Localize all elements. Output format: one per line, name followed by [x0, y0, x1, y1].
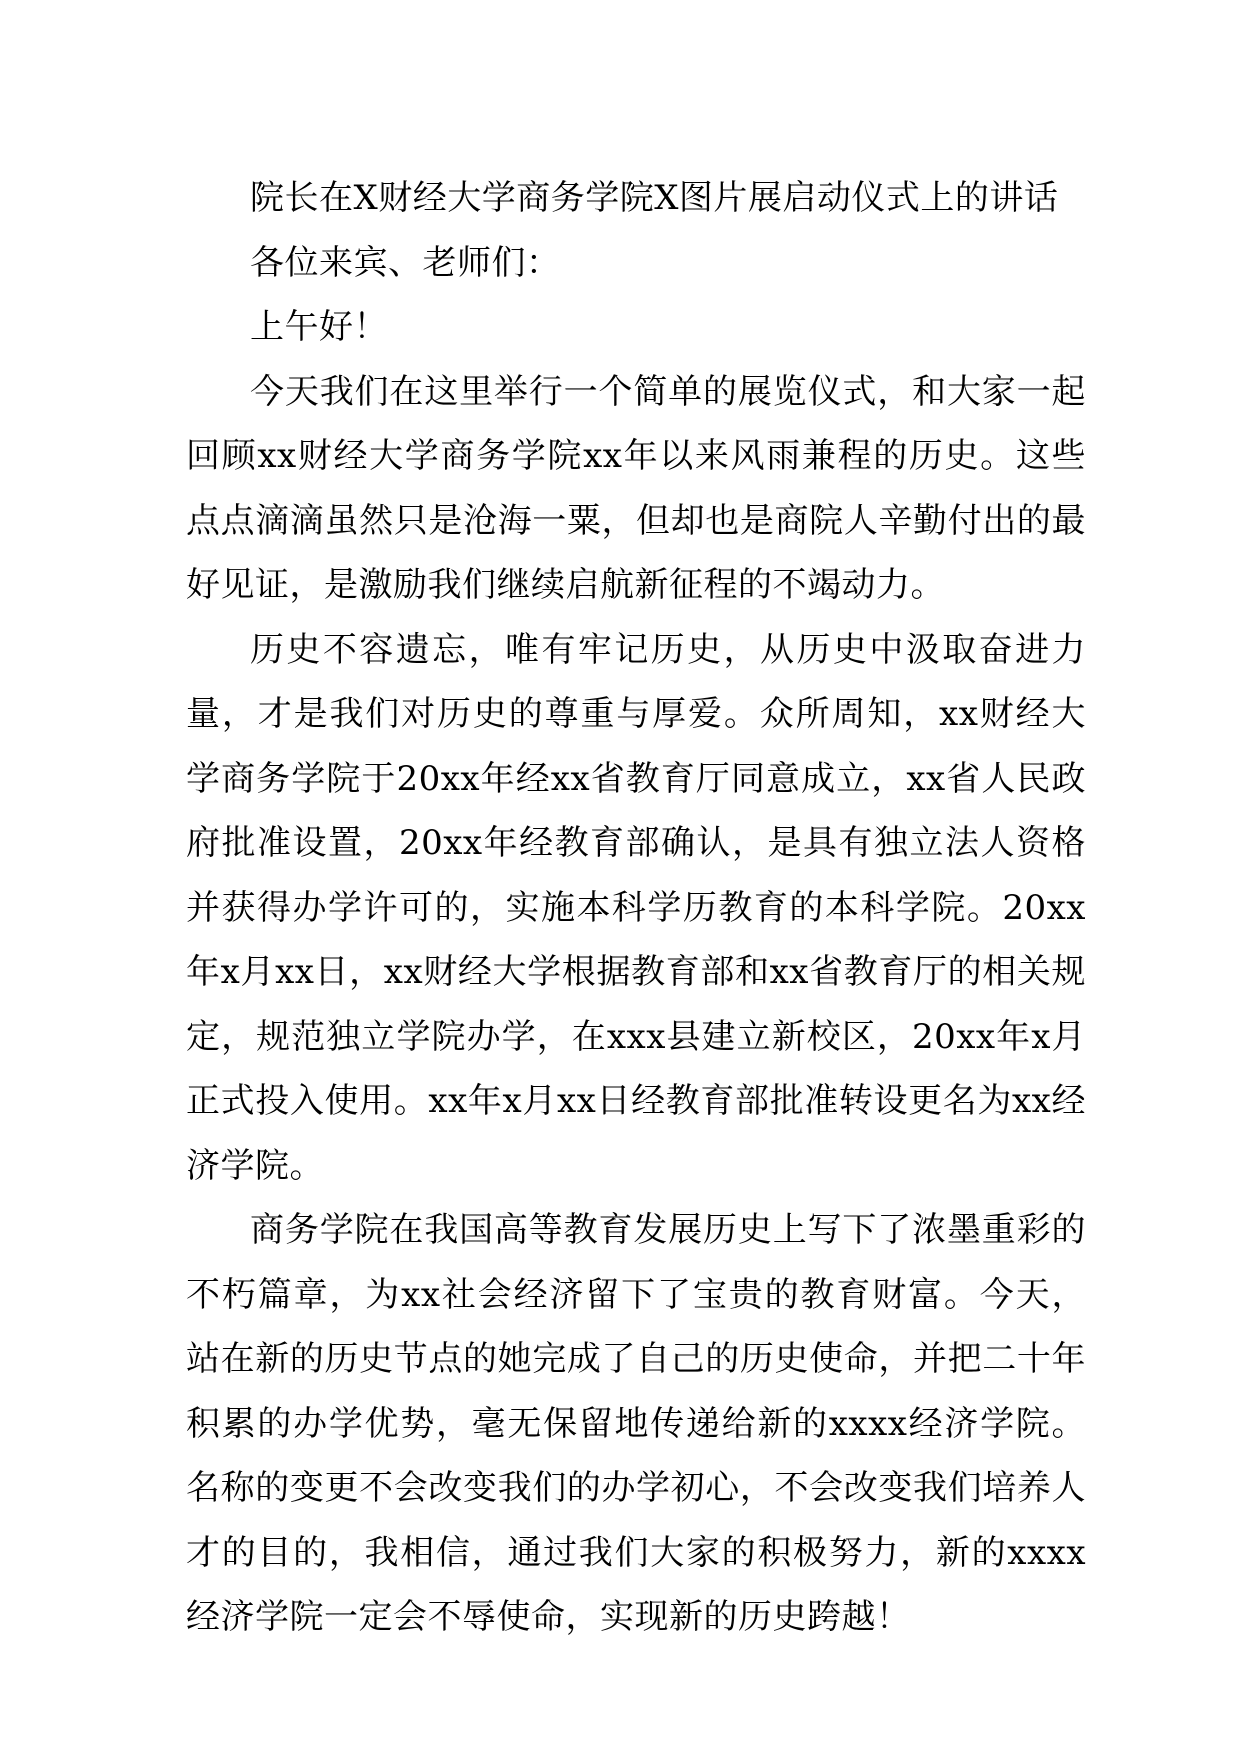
salutation: 各位来宾、老师们：	[250, 242, 561, 283]
paragraph-1: 今天我们在这里举行一个简单的展览仪式，和大家一起回顾xx财经大学商务学院xx年以来风雨兼程的历史。这些点点滴滴虽然只是沧海一粟，但却也是商院人辛勤付出的最好见证，是激励我们继续启航新征程的不竭动力。	[186, 371, 1086, 605]
paragraph-2: 历史不容遗忘，唯有牢记历史，从历史中汲取奋进力量，才是我们对历史的尊重与厚爱。众所周知，xx财经大学商务学院于20xx年经xx省教育厅同意成立，xx省人民政府批准设置，20xx年经教育部确认，是具有独立法人资格并获得办学许可的，实施本科学历教育的本科学院。20xx年x月xx日，xx财经大学根据教育部和xx省教育厅的相关规定，规范独立学院办学，在xxx县建立新校区，20xx年x月正式投入使用。xx年x月xx日经教育部批准转设更名为xx经济学院。	[186, 629, 1086, 1186]
speech-body	[186, 166, 1086, 1650]
greeting: 上午好！	[250, 307, 388, 347]
document-title: 院长在X财经大学商务学院X图片展启动仪式上的讲话	[250, 178, 1059, 218]
paragraph-3: 商务学院在我国高等教育发展历史上写下了浓墨重彩的不朽篇章，为xx社会经济留下了宝贵的教育财富。今天，站在新的历史节点的她完成了自己的历史使命，并把二十年积累的办学优势，毫无保留地传递给新的xxxx经济学院。名称的变更不会改变我们的办学初心，不会改变我们培养人才的目的，我相信，通过我们大家的积极努力，新的xxxx经济学院一定会不辱使命，实现新的历史跨越！	[186, 1210, 1086, 1637]
